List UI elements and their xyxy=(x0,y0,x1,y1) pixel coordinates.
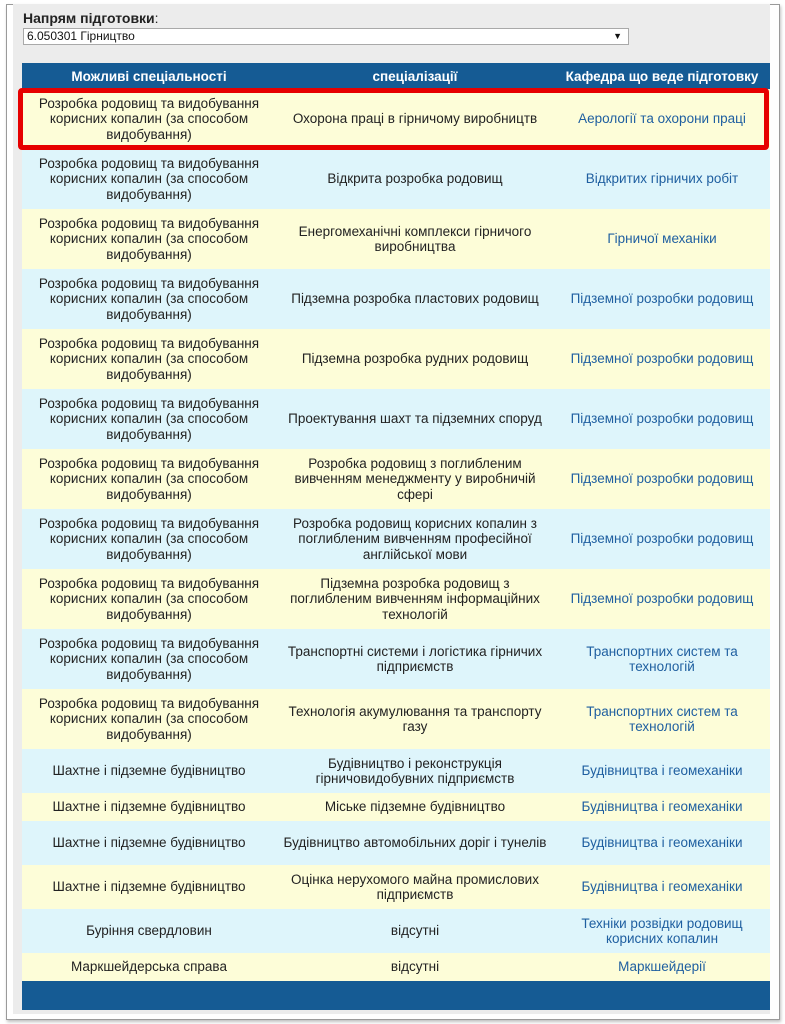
department-link[interactable]: Відкритих гірничих робіт xyxy=(585,171,739,187)
table-row xyxy=(22,389,770,449)
cell-specialization: Підземна розробка родовищ з поглибленим вивченням інформаційних технологій xyxy=(276,569,554,629)
cell-specialization: Охорона праці в гірничому виробництв xyxy=(276,89,554,149)
department-link[interactable]: Транспортних систем та технологій xyxy=(586,703,738,734)
cell-specialty: Буріння свердловин xyxy=(22,909,276,953)
specialties-table xyxy=(22,63,770,981)
cell-department xyxy=(554,389,770,449)
cell-specialty: Розробка родовищ та видобування корисних копалин (за способом видобування) xyxy=(22,89,276,149)
cell-specialty: Розробка родовищ та видобування корисних копалин (за способом видобування) xyxy=(22,389,276,449)
cell-department xyxy=(554,629,770,689)
filter-label-colon: : xyxy=(154,10,159,26)
cell-specialization: Енергомеханічні комплекси гірничого виробництва xyxy=(276,209,554,269)
table-row xyxy=(22,449,770,509)
column-header-department[interactable]: Кафедра що веде підготовку xyxy=(554,63,770,89)
cell-specialization: Транспортні системи і логістика гірничих підприємств xyxy=(276,629,554,689)
table-row xyxy=(22,569,770,629)
filter-label xyxy=(23,10,159,26)
department-link[interactable]: Підземної розробки родовищ xyxy=(570,351,754,367)
table-row xyxy=(22,329,770,389)
department-link[interactable]: Підземної розробки родовищ xyxy=(570,531,754,547)
cell-specialty: Розробка родовищ та видобування корисних копалин (за способом видобування) xyxy=(22,269,276,329)
department-link[interactable]: Маркшейдерії xyxy=(618,959,706,975)
cell-specialization: Підземна розробка рудних родовищ xyxy=(276,329,554,389)
cell-specialization: Оцінка нерухомого майна промислових підприємств xyxy=(276,865,554,909)
cell-specialty: Шахтне і підземне будівництво xyxy=(22,821,276,865)
cell-specialization: Будівництво автомобільних доріг і тунелів xyxy=(276,821,554,865)
cell-specialization: Розробка родовищ корисних копалин з поглибленим вивченням професійної англійської мови xyxy=(276,509,554,569)
cell-specialty: Розробка родовищ та видобування корисних копалин (за способом видобування) xyxy=(22,509,276,569)
cell-specialty: Маркшейдерська справа xyxy=(22,953,276,981)
cell-department xyxy=(554,449,770,509)
cell-department xyxy=(554,821,770,865)
cell-specialization: Технологія акумулювання та транспорту газу xyxy=(276,689,554,749)
direction-select-value: 6.050301 Гірництво xyxy=(27,29,135,43)
cell-specialty: Шахтне і підземне будівництво xyxy=(22,749,276,793)
cell-specialization: Підземна розробка пластових родовищ xyxy=(276,269,554,329)
cell-specialty: Розробка родовищ та видобування корисних копалин (за способом видобування) xyxy=(22,329,276,389)
chevron-down-icon: ▼ xyxy=(613,31,622,41)
table-row xyxy=(22,909,770,953)
cell-department xyxy=(554,209,770,269)
cell-department xyxy=(554,329,770,389)
department-link[interactable]: Будівництва і геомеханіки xyxy=(581,799,743,815)
cell-specialization: Розробка родовищ з поглибленим вивченням менеджменту у виробничій сфері xyxy=(276,449,554,509)
cell-department xyxy=(554,689,770,749)
department-link[interactable]: Підземної розробки родовищ xyxy=(570,471,754,487)
table-row xyxy=(22,209,770,269)
cell-specialization: відсутні xyxy=(276,909,554,953)
cell-specialization: Проектування шахт та підземних споруд xyxy=(276,389,554,449)
column-header-specialization[interactable]: спеціалізації xyxy=(276,63,554,89)
cell-specialty: Розробка родовищ та видобування корисних копалин (за способом видобування) xyxy=(22,629,276,689)
department-link[interactable]: Аерології та охорони праці xyxy=(578,111,746,127)
table-row xyxy=(22,509,770,569)
cell-specialty: Розробка родовищ та видобування корисних копалин (за способом видобування) xyxy=(22,209,276,269)
cell-specialization: відсутні xyxy=(276,953,554,981)
cell-department xyxy=(554,749,770,793)
table-row xyxy=(22,749,770,793)
table-row xyxy=(22,269,770,329)
department-link[interactable]: Підземної розробки родовищ xyxy=(570,291,754,307)
cell-department xyxy=(554,865,770,909)
cell-department xyxy=(554,89,770,149)
table-row xyxy=(22,953,770,981)
cell-specialization: Міське підземне будівництво xyxy=(276,793,554,821)
table-row xyxy=(22,629,770,689)
cell-department xyxy=(554,509,770,569)
department-link[interactable]: Підземної розробки родовищ xyxy=(570,591,754,607)
table-header-row xyxy=(22,63,770,89)
department-link[interactable]: Підземної розробки родовищ xyxy=(570,411,754,427)
column-header-specialty[interactable]: Можливі спеціальності xyxy=(22,63,276,89)
table-row xyxy=(22,793,770,821)
cell-specialty: Розробка родовищ та видобування корисних копалин (за способом видобування) xyxy=(22,449,276,509)
table-row xyxy=(22,89,770,149)
department-link[interactable]: Техніки розвідки родовищ корисних копалин xyxy=(581,915,743,946)
cell-specialization: Будівництво і реконструкція гірничовидобувних підприємств xyxy=(276,749,554,793)
filter-label-text: Напрям підготовки xyxy=(23,10,155,26)
cell-department xyxy=(554,953,770,981)
cell-department xyxy=(554,569,770,629)
cell-department xyxy=(554,269,770,329)
cell-department xyxy=(554,793,770,821)
cell-specialty: Розробка родовищ та видобування корисних копалин (за способом видобування) xyxy=(22,689,276,749)
cell-specialty: Розробка родовищ та видобування корисних копалин (за способом видобування) xyxy=(22,149,276,209)
department-link[interactable]: Транспортних систем та технологій xyxy=(586,643,738,674)
cell-specialty: Шахтне і підземне будівництво xyxy=(22,865,276,909)
cell-department xyxy=(554,909,770,953)
cell-specialty: Шахтне і підземне будівництво xyxy=(22,793,276,821)
department-link[interactable]: Будівництва і геомеханіки xyxy=(581,835,743,851)
table-row xyxy=(22,865,770,909)
table-row xyxy=(22,689,770,749)
department-link[interactable]: Гірничої механіки xyxy=(607,231,717,247)
cell-department xyxy=(554,149,770,209)
direction-select[interactable] xyxy=(23,28,629,45)
cell-specialization: Відкрита розробка родовищ xyxy=(276,149,554,209)
cell-specialty: Розробка родовищ та видобування корисних копалин (за способом видобування) xyxy=(22,569,276,629)
table-row xyxy=(22,149,770,209)
department-link[interactable]: Будівництва і геомеханіки xyxy=(581,763,743,779)
department-link[interactable]: Будівництва і геомеханіки xyxy=(581,879,743,895)
table-footer-bar xyxy=(22,981,770,1010)
table-row xyxy=(22,821,770,865)
